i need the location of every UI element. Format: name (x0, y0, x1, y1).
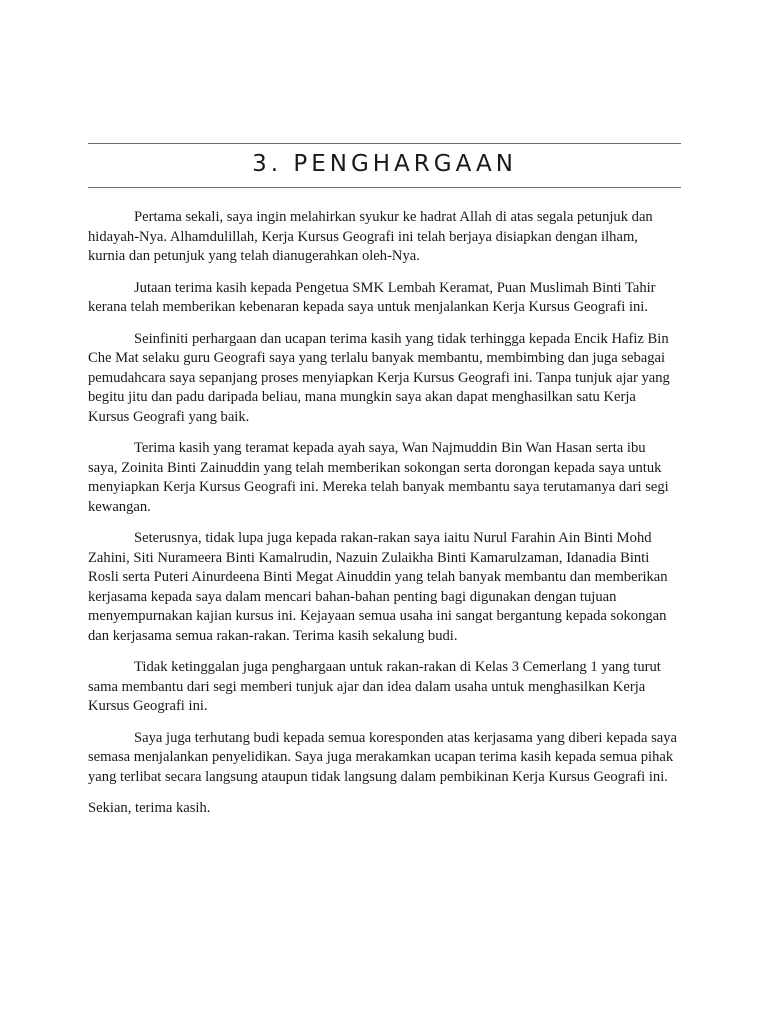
paragraph-5: Seterusnya, tidak lupa juga kepada rakan-rakan saya iaitu Nurul Farahin Ain Binti Mohd Zahini, Siti Nurameera Binti Kamalrudin, Nazuin Zulaikha Binti Kamarulzaman, Idanadia Binti Rosli serta Puteri Ainurdeena Binti Megat Ainuddin yang telah banyak membantu dan memberikan kerjasama kepada saya dalam mencari bahan-bahan penting bagi digunakan dengan tujuan menyempurnakan kajian kursus ini. Kejayaan semua usaha ini sangat bergantung kepada sokongan dan kerjasama semua rakan-rakan. Terima kasih sekalung budi. (88, 530, 668, 644)
paragraph-2: Jutaan terima kasih kepada Pengetua SMK Lembah Keramat, Puan Muslimah Binti Tahir kerana telah memberikan kebenaran kepada saya untuk menjalankan Kerja Kursus Geografi ini. (88, 279, 656, 315)
bottom-rule (88, 187, 681, 188)
paragraph-7: Saya juga terhutang budi kepada semua koresponden atas kerjasama yang diberi kepada saya semasa menjalankan penyelidikan. Saya juga merakamkan ucapan terima kasih kepada semua pihak yang terlibat secara langsung ataupun tidak langsung dalam pembikinan Kerja Kursus Geografi ini. (88, 729, 678, 785)
body-text (88, 208, 678, 819)
paragraph-6: Tidak ketinggalan juga penghargaan untuk rakan-rakan di Kelas 3 Cemerlang 1 yang turut sama membantu dari segi memberi tunjuk ajar dan idea dalam usaha untuk menghasilkan Kerja Kursus Geografi ini. (88, 659, 661, 714)
closing-line: Sekian, terima kasih. (88, 800, 211, 816)
paragraph-4: Terima kasih yang teramat kepada ayah saya, Wan Najmuddin Bin Wan Hasan serta ibu saya, Zoinita Binti Zainuddin yang telah memberikan sokongan serta dorongan kepada saya untuk menyiapkan Kerja Kursus Geografi ini. Mereka telah banyak membantu saya terutamanya dari segi kewangan. (88, 440, 669, 515)
document-page (88, 143, 681, 831)
paragraph-1: Pertama sekali, saya ingin melahirkan syukur ke hadrat Allah di atas segala petunjuk dan hidayah-Nya. Alhamdulillah, Kerja Kursus Geografi ini telah berjaya disiapkan dengan ilham, kurnia dan petunjuk yang telah dianugerahkan oleh-Nya. (88, 209, 653, 264)
page-title: 3. PENGHARGAAN (252, 151, 517, 177)
paragraph-3: Seinfiniti perhargaan dan ucapan terima kasih yang tidak terhingga kepada Encik Hafiz Bin Che Mat selaku guru Geografi saya yang terlalu banyak membantu, membimbing dan juga sebagai pemudahcara saya sepanjang proses menyiapkan Kerja Kursus Geografi ini. Tanpa tunjuk ajar yang begitu jitu dan padu daripada beliau, mana mungkin saya akan dapat menghasilkan satu Kerja Kursus Geografi yang baik. (88, 330, 670, 425)
